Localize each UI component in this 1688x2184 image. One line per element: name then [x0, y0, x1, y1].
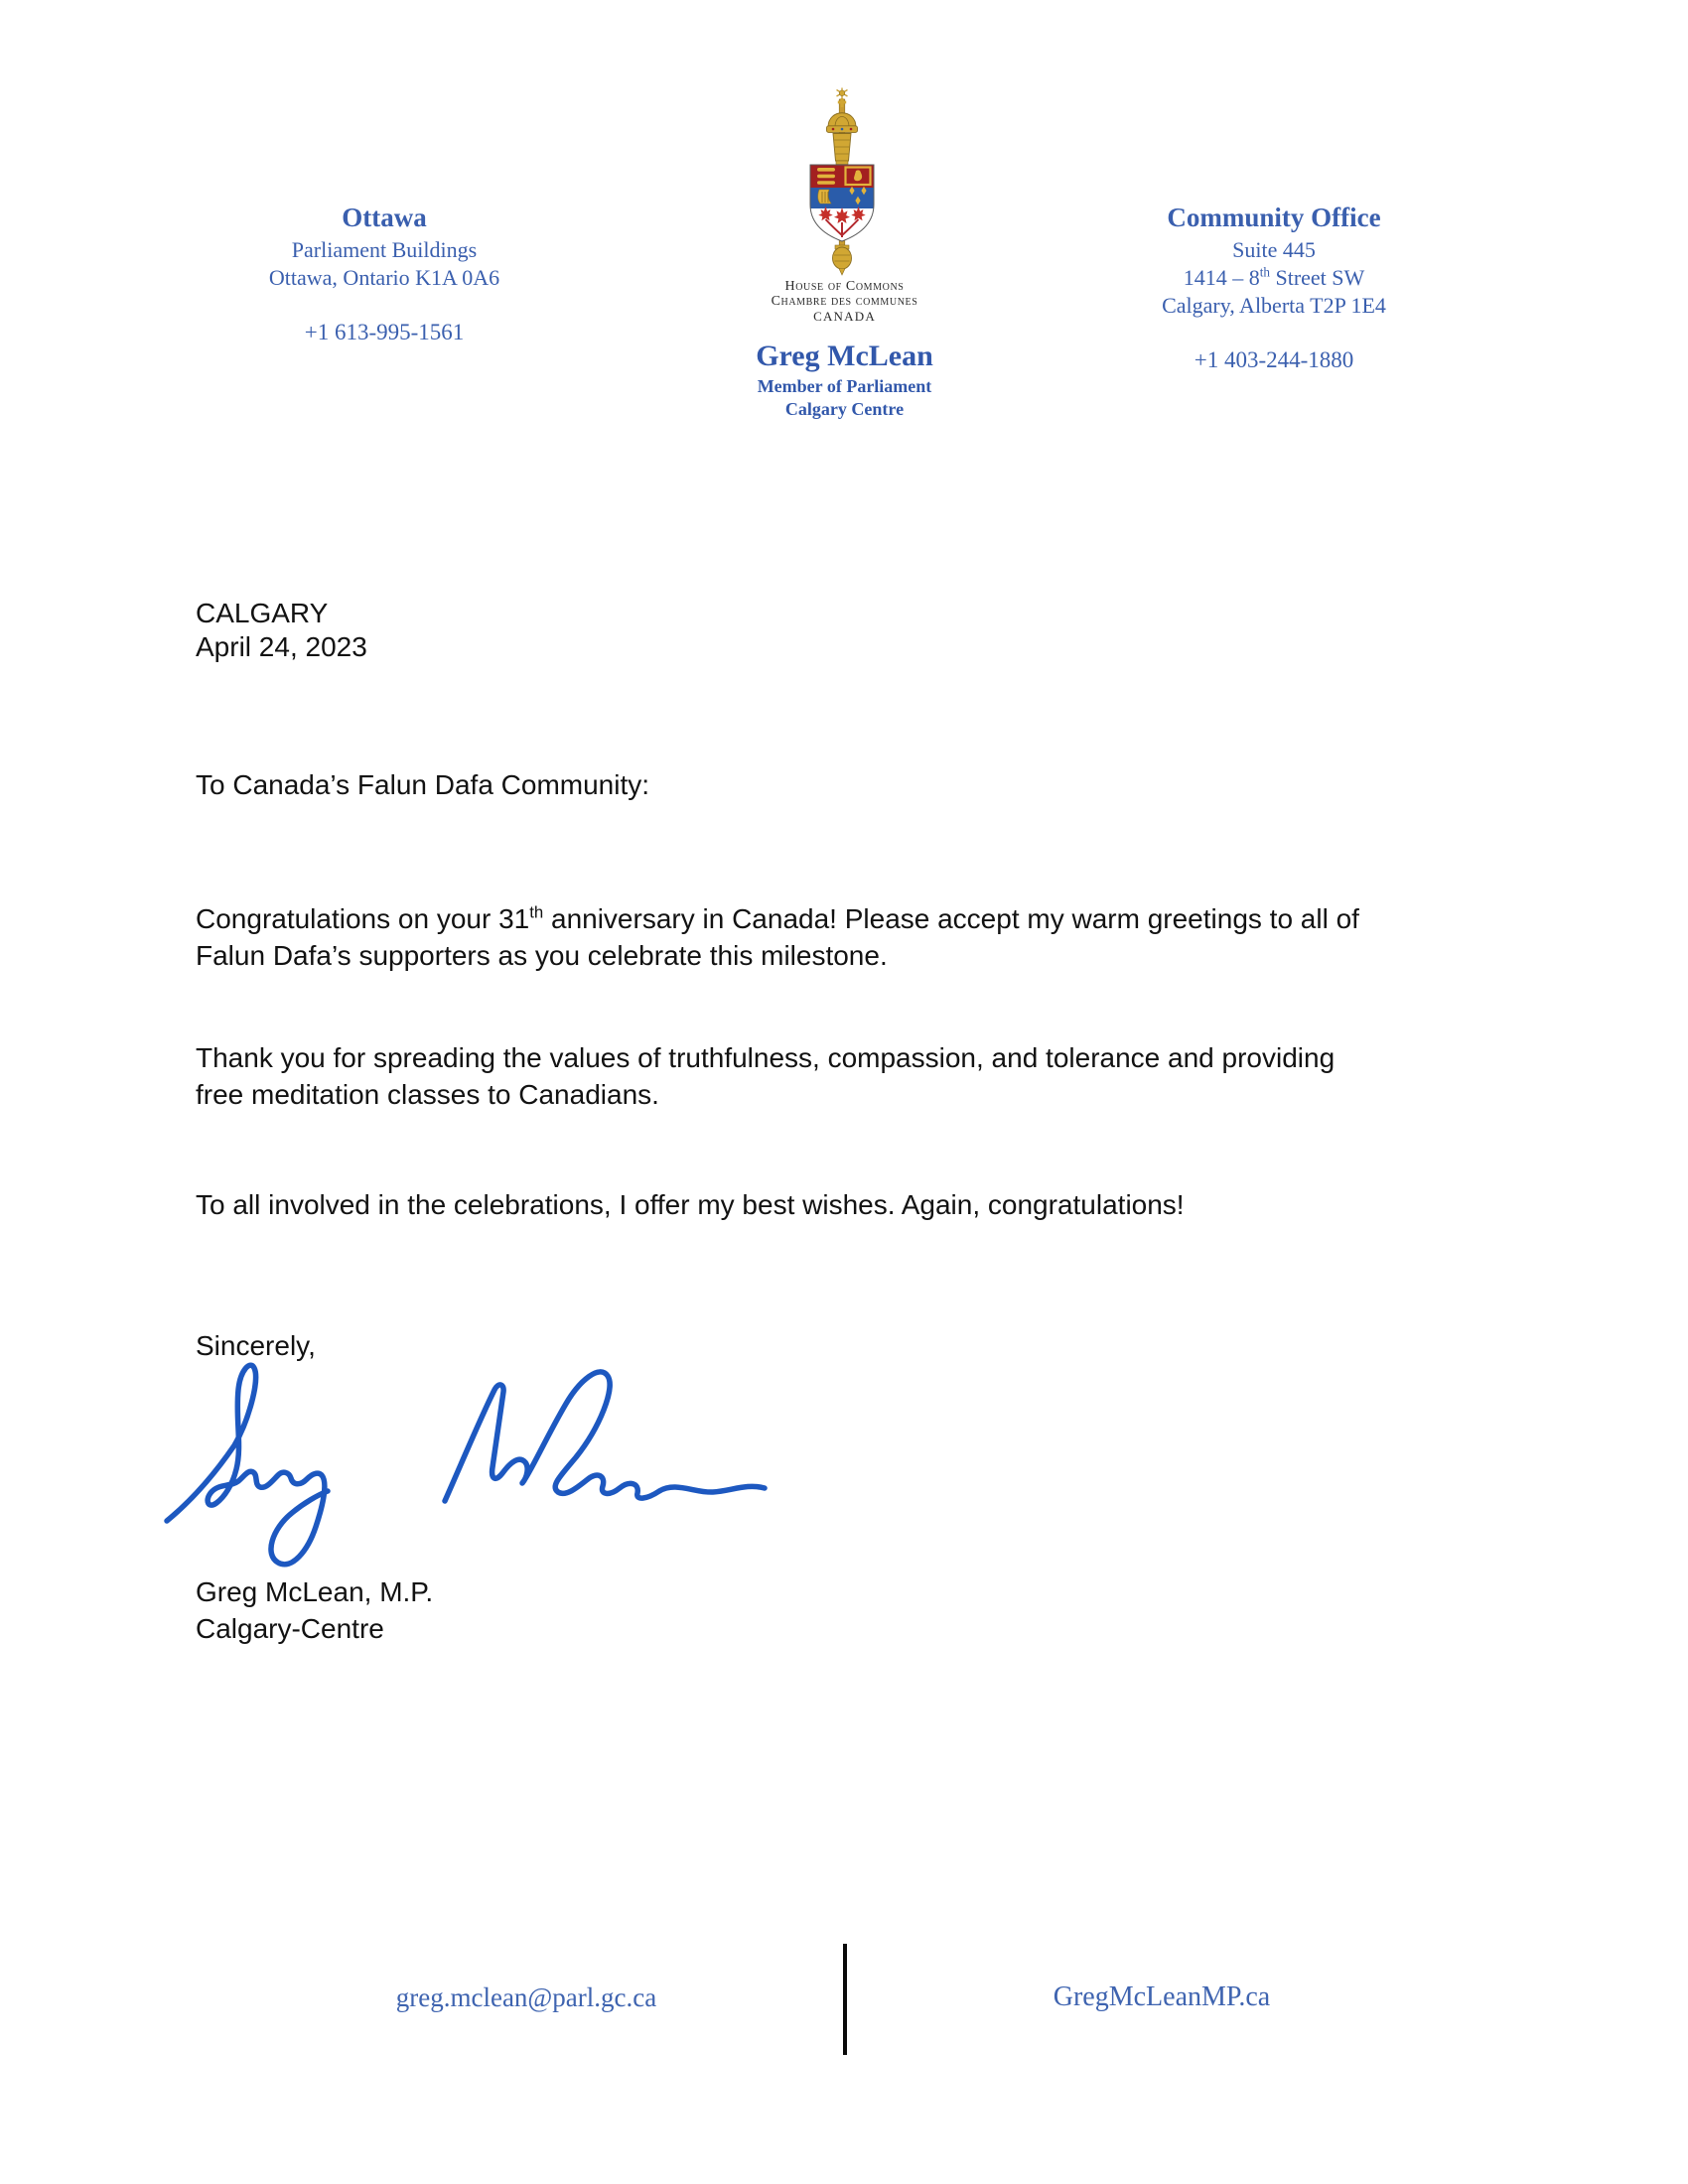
footer-divider: [843, 1944, 847, 2055]
signer-name: Greg McLean, M.P.: [196, 1576, 434, 1607]
paragraph3: To all involved in the celebrations, I offer my best wishes. Again, congratulations!: [196, 1189, 1185, 1220]
signer-riding: Calgary-Centre: [196, 1613, 384, 1644]
mp-name: Greg McLean: [756, 340, 933, 372]
community-address-line3: Calgary, Alberta T2P 1E4: [1162, 293, 1386, 318]
house-of-commons-crest-icon: [778, 87, 906, 276]
paragraph2-line2: free meditation classes to Canadians.: [196, 1079, 659, 1110]
org-wordmark: [718, 279, 971, 324]
closing: Sincerely,: [196, 1330, 316, 1361]
community-office-block: [1075, 203, 1473, 373]
community-office-title: Community Office: [1167, 203, 1381, 232]
community-address-line1: Suite 445: [1232, 237, 1316, 262]
signature-image: [151, 1346, 786, 1579]
ottawa-address-line2: Ottawa, Ontario K1A 0A6: [268, 265, 500, 290]
org-line-french: Chambre des communes: [771, 294, 918, 309]
ottawa-office-title: Ottawa: [342, 203, 427, 232]
ordinal-superscript: th: [1259, 264, 1270, 280]
website-link[interactable]: GregMcLeanMP.ca: [1053, 1981, 1271, 2012]
org-line-english: House of Commons: [784, 279, 905, 294]
paragraph1-line1: Congratulations on your 31th anniversary in Canada! Please accept my warm greetings to all of: [196, 902, 1359, 934]
anniversary-superscript: th: [529, 902, 544, 922]
ottawa-address-line1: Parliament Buildings: [291, 237, 478, 262]
ottawa-office-block: [186, 203, 583, 345]
letter-date: April 24, 2023: [196, 631, 367, 662]
org-line-canada: CANADA: [813, 309, 876, 324]
mp-riding: Calgary Centre: [784, 399, 905, 419]
community-phone: +1 403-244-1880: [1194, 347, 1354, 372]
letter-city: CALGARY: [196, 598, 329, 628]
paragraph2-line1: Thank you for spreading the values of truthfulness, compassion, and tolerance and providing: [196, 1042, 1336, 1073]
paragraph1-line2: Falun Dafa’s supporters as you celebrate this milestone.: [196, 940, 888, 971]
community-address-line2: 1414 – 8th Street SW: [1183, 264, 1365, 290]
ottawa-phone: +1 613-995-1561: [304, 320, 465, 344]
email-link[interactable]: greg.mclean@parl.gc.ca: [395, 1982, 657, 2012]
salutation: To Canada’s Falun Dafa Community:: [196, 769, 650, 800]
canada-arms-shield: [810, 165, 874, 242]
mp-role: Member of Parliament: [757, 376, 932, 396]
